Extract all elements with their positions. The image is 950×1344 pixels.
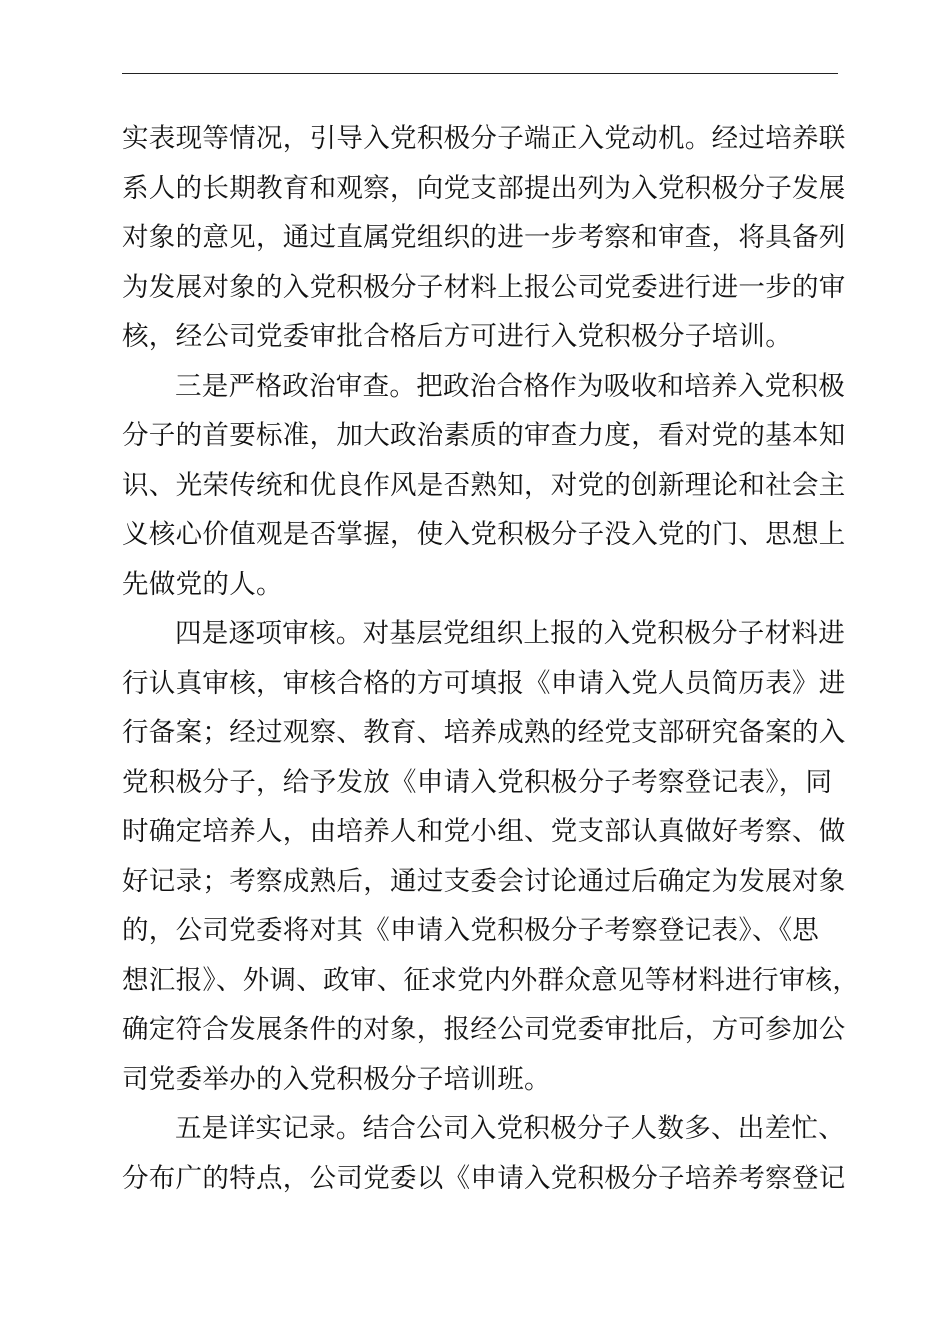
text-line: 为发展对象的入党积极分子材料上报公司党委进行进一步的审 — [122, 271, 846, 303]
text-line: 的，公司党委将对其《申请入党积极分子考察登记表》、《思 — [122, 915, 820, 946]
paragraph-first-line: 四是逐项审核。对基层党组织上报的入党积极分子材料进 — [175, 618, 845, 649]
text-line: 分布广的特点，公司党委以《申请入党积极分子培养考察登记 — [122, 1162, 846, 1194]
text-line: 党积极分子，给予发放《申请入党积极分子考察登记表》，同 — [122, 766, 833, 798]
header-rule — [122, 73, 838, 74]
text-line: 行备案；经过观察、教育、培养成熟的经党支部研究备案的入 — [122, 717, 846, 748]
text-line: 时确定培养人，由培养人和党小组、党支部认真做好考察、做 — [122, 816, 846, 847]
paragraph-first-line: 三是严格政治审查。把政治合格作为吸收和培养入党积极 — [175, 370, 845, 402]
text-line: 系人的长期教育和观察，向党支部提出列为入党积极分子发展 — [122, 172, 846, 204]
text-line: 想汇报》、外调、政审、征求党内外群众意见等材料进行审核， — [122, 964, 860, 996]
text-line: 义核心价值观是否掌握，使入党积极分子没入党的门、思想上 — [122, 519, 846, 550]
text-line: 先做党的人。 — [122, 568, 283, 600]
text-line: 分子的首要标准，加大政治素质的审查力度，看对党的基本知 — [122, 420, 846, 451]
text-line: 确定符合发展条件的对象，报经公司党委审批后，方可参加公 — [122, 1014, 846, 1045]
text-line: 行认真审核，审核合格的方可填报《申请入党人员简历表》进 — [122, 667, 846, 699]
paragraph-first-line: 五是详实记录。结合公司入党积极分子人数多、出差忙、 — [175, 1113, 845, 1144]
text-line: 识、光荣传统和优良作风是否熟知，对党的创新理论和社会主 — [122, 469, 846, 501]
text-line: 好记录；考察成熟后，通过支委会讨论通过后确定为发展对象 — [122, 865, 846, 897]
text-line: 核，经公司党委审批合格后方可进行入党积极分子培训。 — [122, 321, 792, 352]
text-line: 实表现等情况，引导入党积极分子端正入党动机。经过培养联 — [122, 123, 846, 154]
document-body — [122, 114, 860, 1203]
text-line: 司党委举办的入党积极分子培训班。 — [122, 1063, 551, 1095]
text-line: 对象的意见，通过直属党组织的进一步考察和审查，将具备列 — [122, 222, 846, 253]
